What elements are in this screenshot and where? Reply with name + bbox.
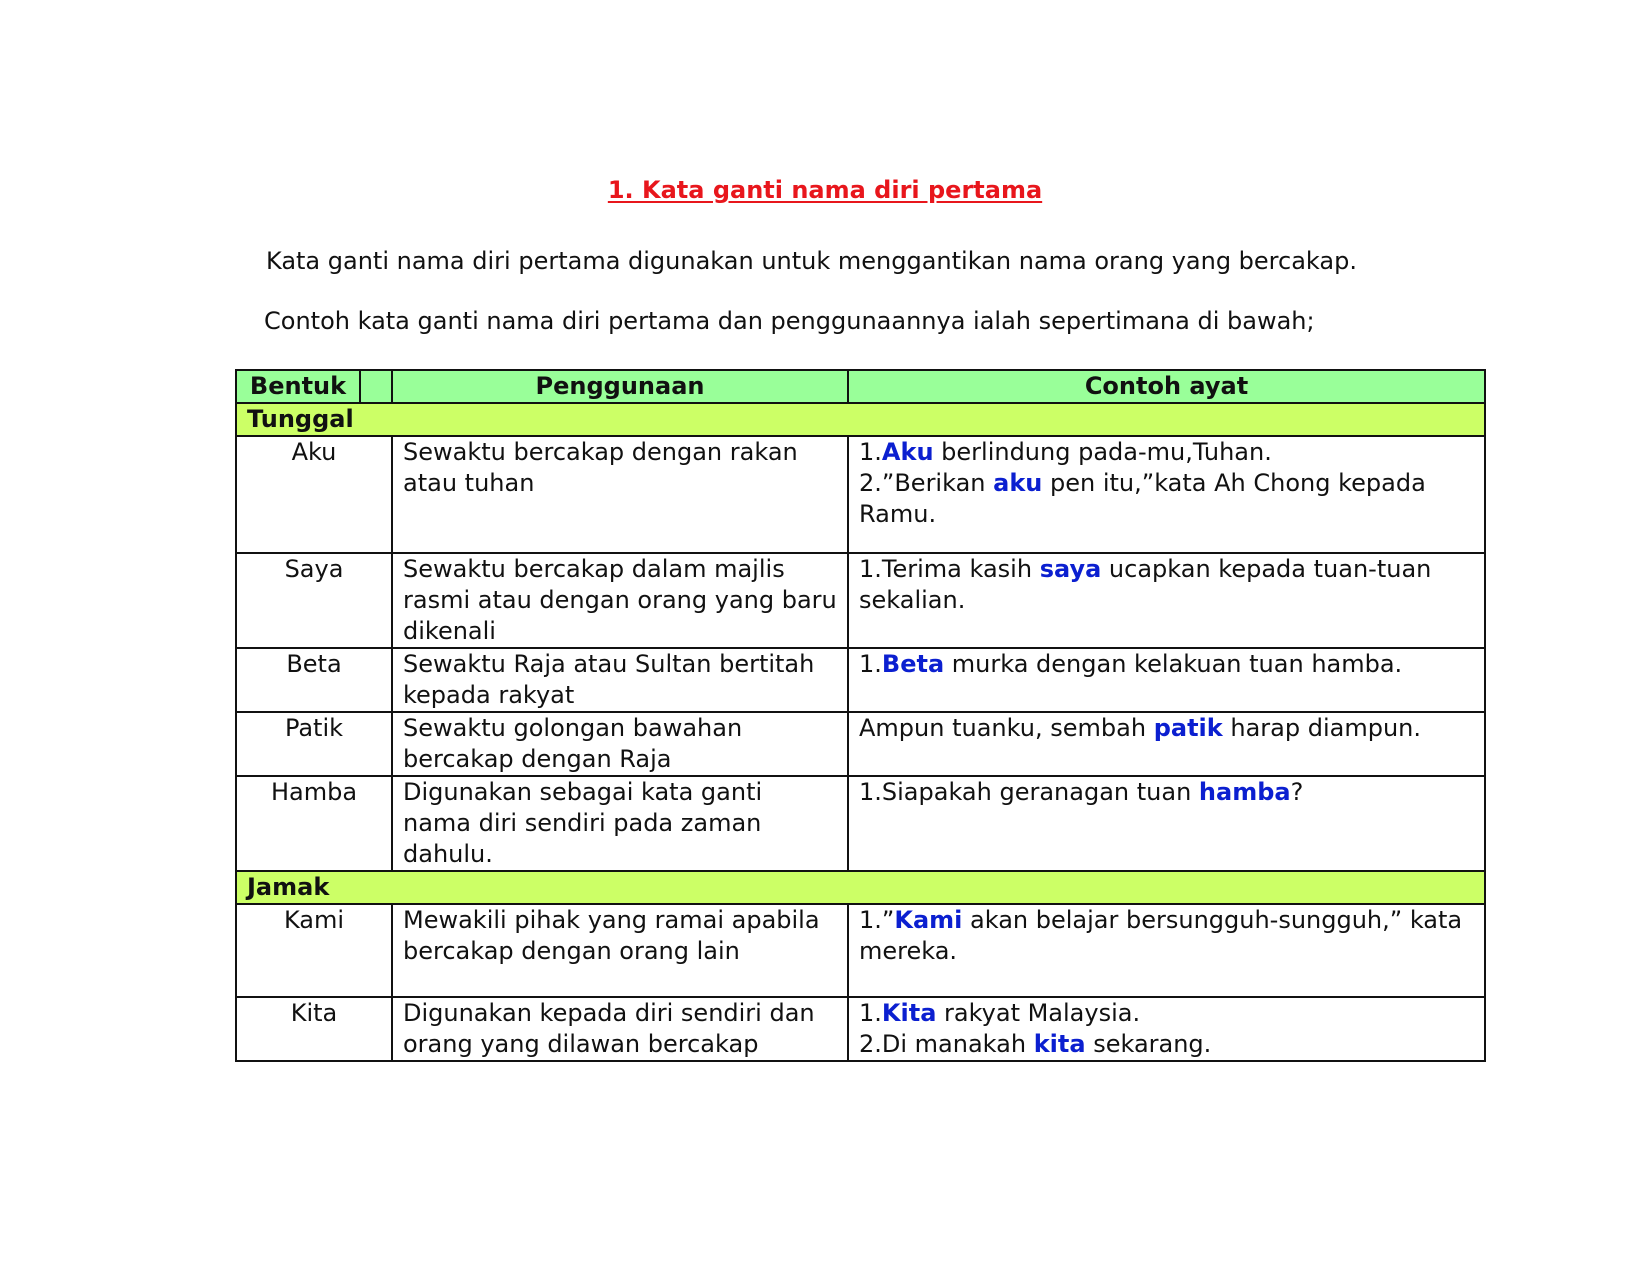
example-keyword: Kita — [881, 999, 937, 1027]
table-body — [236, 403, 1485, 1061]
cell-contoh-ayat — [848, 648, 1485, 712]
table-row — [236, 712, 1485, 776]
cell-contoh-ayat — [848, 553, 1485, 648]
table-row — [236, 904, 1485, 997]
cell-bentuk: Hamba — [236, 776, 392, 871]
intro-paragraph-2: Contoh kata ganti nama diri pertama dan penggunaannya ialah sepertimana di bawah; — [264, 307, 1315, 335]
example-text-after: akan belajar bersungguh-sungguh,” kata mereka. — [859, 906, 1463, 965]
table-row — [236, 648, 1485, 712]
example-keyword: Aku — [881, 438, 934, 466]
example-text-before: 1. — [859, 650, 882, 678]
group-row-tunggal — [236, 403, 1485, 436]
cell-penggunaan: Digunakan sebagai kata ganti nama diri sendiri pada zaman dahulu. — [392, 776, 848, 871]
cell-contoh-ayat — [848, 712, 1485, 776]
example-sentence — [859, 713, 1474, 744]
cell-penggunaan: Sewaktu Raja atau Sultan bertitah kepada rakyat — [392, 648, 848, 712]
example-keyword: Kami — [894, 906, 963, 934]
example-text-after: ucapkan kepada tuan-tuan sekalian. — [859, 555, 1432, 614]
group-row-jamak — [236, 871, 1485, 904]
example-keyword: hamba — [1198, 778, 1291, 806]
cell-penggunaan: Sewaktu bercakap dalam majlis rasmi atau dengan orang yang baru dikenali — [392, 553, 848, 648]
cell-contoh-ayat — [848, 436, 1485, 553]
example-text-before: 1. — [859, 999, 882, 1027]
cell-penggunaan: Sewaktu golongan bawahan bercakap dengan Raja — [392, 712, 848, 776]
example-text-before: 2.Di manakah — [859, 1030, 1034, 1058]
table-header-row — [236, 370, 1485, 403]
cell-penggunaan: Sewaktu bercakap dengan rakan atau tuhan — [392, 436, 848, 553]
cell-penggunaan: Mewakili pihak yang ramai apabila bercakap dengan orang lain — [392, 904, 848, 997]
table-row — [236, 436, 1485, 553]
example-text-after: pen itu,”kata Ah Chong kepada Ramu. — [859, 469, 1426, 528]
table-row — [236, 997, 1485, 1061]
example-text-before: 1. — [859, 438, 882, 466]
example-text-before: Ampun tuanku, sembah — [859, 714, 1154, 742]
cell-bentuk: Aku — [236, 436, 392, 553]
header-contoh-ayat: Contoh ayat — [848, 370, 1485, 403]
cell-contoh-ayat — [848, 904, 1485, 997]
example-text-after: sekarang. — [1085, 1030, 1212, 1058]
example-text-after: berlindung pada-mu,Tuhan. — [933, 438, 1272, 466]
example-sentence — [859, 777, 1474, 808]
table-row — [236, 553, 1485, 648]
example-text-after: harap diampun. — [1222, 714, 1421, 742]
cell-penggunaan: Digunakan kepada diri sendiri dan orang yang dilawan bercakap — [392, 997, 848, 1061]
example-sentence — [859, 649, 1474, 680]
example-text-before: 1.Terima kasih — [859, 555, 1040, 583]
example-text-before: 1.Siapakah geranagan tuan — [859, 778, 1199, 806]
header-penggunaan: Penggunaan — [392, 370, 848, 403]
example-keyword: kita — [1033, 1030, 1086, 1058]
example-text-after: ? — [1290, 778, 1304, 806]
pronoun-table — [235, 369, 1486, 1062]
header-spacer — [360, 370, 392, 403]
example-keyword: saya — [1039, 555, 1102, 583]
intro-paragraph-1: Kata ganti nama diri pertama digunakan untuk menggantikan nama orang yang bercakap. — [266, 247, 1357, 275]
example-keyword: aku — [993, 469, 1043, 497]
example-keyword: patik — [1153, 714, 1223, 742]
cell-bentuk: Saya — [236, 553, 392, 648]
example-text-before: 1.” — [859, 906, 895, 934]
example-sentence — [859, 437, 1474, 468]
example-sentence — [859, 1029, 1474, 1060]
example-sentence — [859, 998, 1474, 1029]
example-sentence — [859, 468, 1474, 530]
page-title: 1. Kata ganti nama diri pertama — [607, 176, 1043, 204]
cell-bentuk: Beta — [236, 648, 392, 712]
cell-bentuk: Patik — [236, 712, 392, 776]
header-bentuk: Bentuk — [236, 370, 360, 403]
example-text-after: murka dengan kelakuan tuan hamba. — [944, 650, 1403, 678]
cell-bentuk: Kita — [236, 997, 392, 1061]
example-text-before: 2.”Berikan — [859, 469, 994, 497]
group-label: Tunggal — [236, 403, 1485, 436]
cell-contoh-ayat — [848, 776, 1485, 871]
table-row — [236, 776, 1485, 871]
example-sentence — [859, 905, 1474, 967]
group-label: Jamak — [236, 871, 1485, 904]
cell-bentuk: Kami — [236, 904, 392, 997]
example-keyword: Beta — [881, 650, 945, 678]
cell-contoh-ayat — [848, 997, 1485, 1061]
example-sentence — [859, 554, 1474, 616]
example-text-after: rakyat Malaysia. — [936, 999, 1141, 1027]
